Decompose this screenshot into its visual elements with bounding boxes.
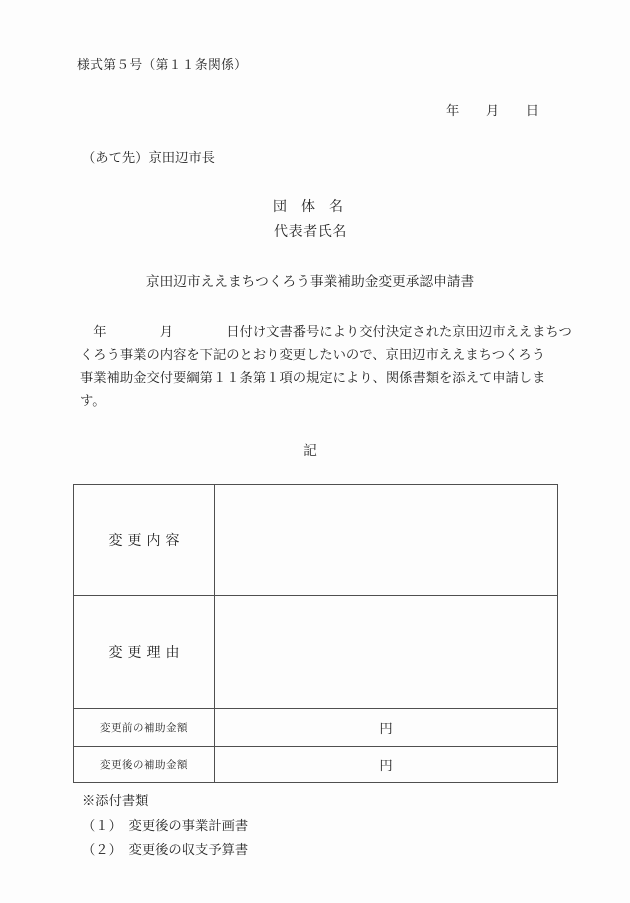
attachments-section	[82, 789, 248, 863]
addressee: （あて先）京田辺市長	[82, 150, 215, 165]
attachments-heading: ※添付書類	[82, 793, 149, 808]
amount-before-label: 変更前の補助金額	[74, 709, 215, 747]
change-reason-label: 変更理由	[74, 596, 215, 709]
amount-after-label: 変更後の補助金額	[74, 747, 215, 783]
amount-before-unit: 円	[215, 709, 558, 747]
table-row-amount-after	[74, 747, 558, 783]
change-reason-value	[215, 596, 558, 709]
table-row-change-reason	[74, 596, 558, 709]
amount-after-unit: 円	[215, 747, 558, 783]
change-content-label: 変更内容	[74, 485, 215, 596]
form-number: 様式第５号（第１１条関係）	[77, 58, 248, 72]
organization-name-label: 団 体 名	[273, 200, 343, 215]
document-title: 京田辺市ええまちつくろう事業補助金変更承認申請書	[145, 274, 475, 289]
attachment-item-2: （２） 変更後の収支予算書	[82, 842, 249, 858]
body-paragraph: 年 月 日付け文書番号により交付決定された京田辺市ええまちつ くろう事業の内容を下記のとおり変更したいので、京田辺市ええまちつくろう 事業補助金交付要綱第１１条第１項の規定により、関係書類を添えて申請しま す。	[80, 324, 572, 408]
table-row-change-content	[74, 485, 558, 596]
change-content-value	[215, 485, 558, 596]
change-details-table	[73, 484, 558, 783]
record-marker: 記	[303, 443, 317, 458]
table-row-amount-before	[74, 709, 558, 747]
attachment-item-1: （１） 変更後の事業計画書	[82, 817, 249, 833]
representative-name-label: 代表者氏名	[274, 225, 347, 240]
date-line: 年 月 日	[446, 103, 540, 118]
